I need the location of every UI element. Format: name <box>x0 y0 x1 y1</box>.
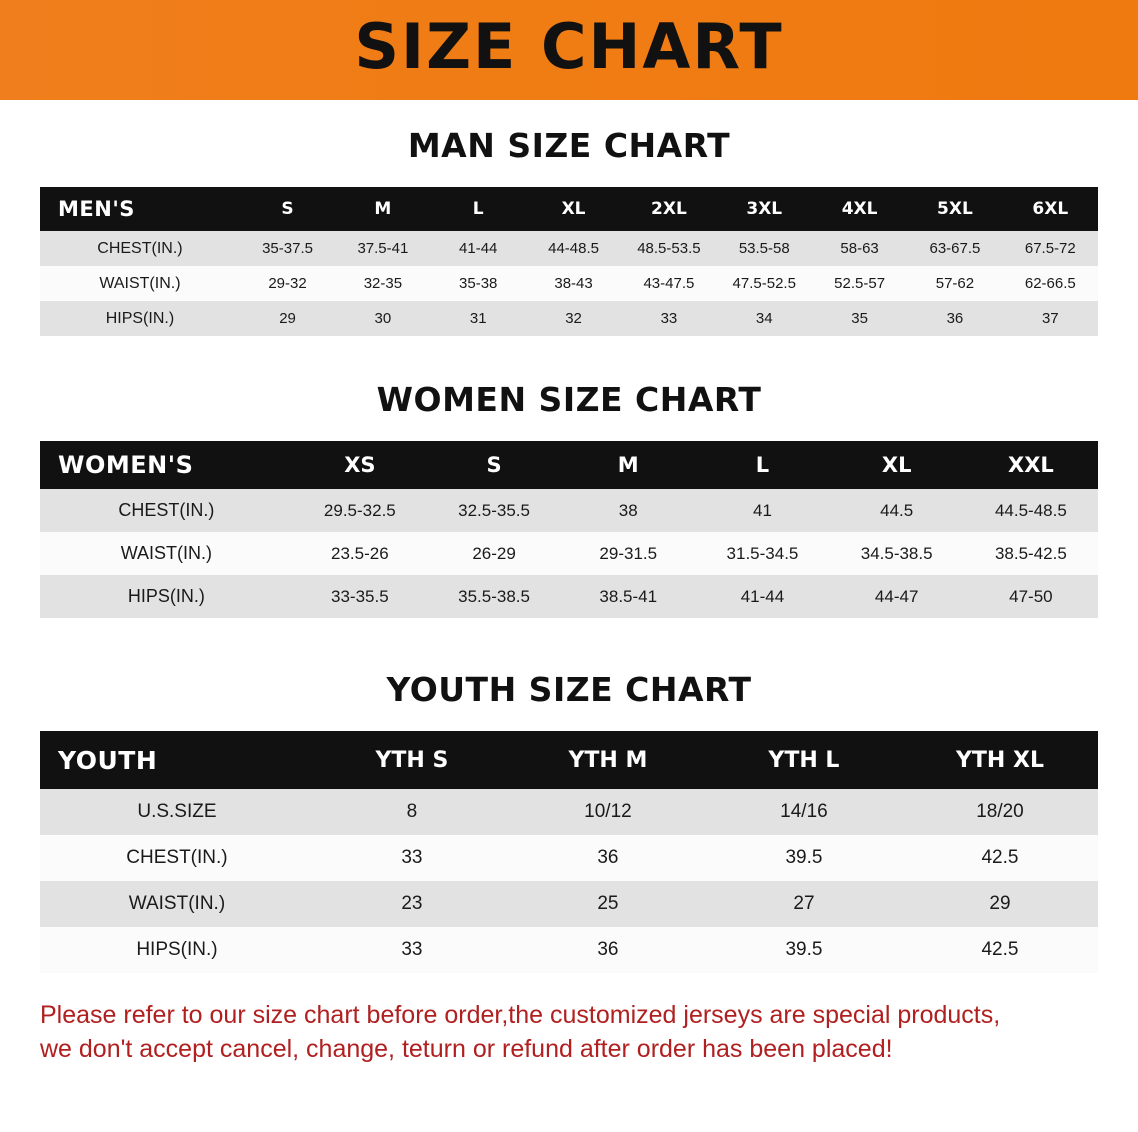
women-table-wrap <box>40 441 1098 618</box>
man-cell: 36 <box>907 301 1002 336</box>
man-table-head <box>40 187 1098 231</box>
youth-cell: 36 <box>510 927 706 973</box>
man-col-header: 5XL <box>907 187 1002 231</box>
table-row <box>40 789 1098 835</box>
youth-cell: 42.5 <box>902 927 1098 973</box>
man-cell: 52.5-57 <box>812 266 907 301</box>
youth-table-body <box>40 789 1098 973</box>
man-cell: 48.5-53.5 <box>621 231 716 266</box>
women-cell: 29.5-32.5 <box>293 489 427 532</box>
women-table-head <box>40 441 1098 489</box>
women-row-label: CHEST(IN.) <box>40 489 293 532</box>
youth-cell: 18/20 <box>902 789 1098 835</box>
man-cell: 32 <box>526 301 621 336</box>
youth-section-heading: YOUTH SIZE CHART <box>386 670 752 709</box>
man-cell: 43-47.5 <box>621 266 716 301</box>
man-cell: 44-48.5 <box>526 231 621 266</box>
man-cell: 37.5-41 <box>335 231 430 266</box>
man-cell: 32-35 <box>335 266 430 301</box>
man-cell: 57-62 <box>907 266 1002 301</box>
youth-cell: 39.5 <box>706 927 902 973</box>
youth-cell: 23 <box>314 881 510 927</box>
youth-col-header: YTH S <box>314 731 510 789</box>
man-col-header: S <box>240 187 335 231</box>
man-col-header: M <box>335 187 430 231</box>
women-row-label: HIPS(IN.) <box>40 575 293 618</box>
man-cell: 29-32 <box>240 266 335 301</box>
youth-row-label: WAIST(IN.) <box>40 881 314 927</box>
women-cell: 33-35.5 <box>293 575 427 618</box>
women-cell: 35.5-38.5 <box>427 575 561 618</box>
youth-cell: 8 <box>314 789 510 835</box>
man-cell: 58-63 <box>812 231 907 266</box>
women-cell: 38.5-42.5 <box>964 532 1098 575</box>
man-cell: 35 <box>812 301 907 336</box>
table-row <box>40 301 1098 336</box>
youth-table-head <box>40 731 1098 789</box>
women-cell: 38.5-41 <box>561 575 695 618</box>
footer-disclaimer <box>40 999 1098 1067</box>
youth-row-label: HIPS(IN.) <box>40 927 314 973</box>
women-cell: 41 <box>695 489 829 532</box>
women-header-row <box>40 441 1098 489</box>
footer-line-2: we don't accept cancel, change, teturn or refund after order has been placed! <box>40 1034 893 1063</box>
man-cell: 37 <box>1003 301 1098 336</box>
table-row <box>40 835 1098 881</box>
man-row-label: CHEST(IN.) <box>40 231 240 266</box>
table-row <box>40 575 1098 618</box>
man-col-header: 2XL <box>621 187 716 231</box>
youth-cell: 14/16 <box>706 789 902 835</box>
youth-cell: 36 <box>510 835 706 881</box>
man-col-header: 3XL <box>717 187 812 231</box>
women-size-table <box>40 441 1098 618</box>
women-cell: 47-50 <box>964 575 1098 618</box>
women-col-header: XL <box>830 441 964 489</box>
table-row <box>40 532 1098 575</box>
table-row <box>40 881 1098 927</box>
youth-corner-label: YOUTH <box>40 731 314 789</box>
page-title: SIZE CHART <box>354 10 784 83</box>
women-corner-label: WOMEN'S <box>40 441 293 489</box>
youth-cell: 29 <box>902 881 1098 927</box>
women-cell: 44.5 <box>830 489 964 532</box>
man-corner-label: MEN'S <box>40 187 240 231</box>
man-table-body <box>40 231 1098 336</box>
man-cell: 67.5-72 <box>1003 231 1098 266</box>
youth-cell: 39.5 <box>706 835 902 881</box>
man-cell: 30 <box>335 301 430 336</box>
man-cell: 35-38 <box>431 266 526 301</box>
footer-line-1: Please refer to our size chart before order,the customized jerseys are special products, <box>40 1001 1001 1029</box>
man-header-row <box>40 187 1098 231</box>
man-col-header: L <box>431 187 526 231</box>
youth-row-label: CHEST(IN.) <box>40 835 314 881</box>
youth-cell: 25 <box>510 881 706 927</box>
women-col-header: M <box>561 441 695 489</box>
women-section-heading: WOMEN SIZE CHART <box>376 380 762 419</box>
women-cell: 41-44 <box>695 575 829 618</box>
women-cell: 44-47 <box>830 575 964 618</box>
youth-table-wrap <box>40 731 1098 973</box>
women-cell: 38 <box>561 489 695 532</box>
man-cell: 38-43 <box>526 266 621 301</box>
women-cell: 32.5-35.5 <box>427 489 561 532</box>
women-col-header: S <box>427 441 561 489</box>
youth-cell: 42.5 <box>902 835 1098 881</box>
youth-cell: 33 <box>314 927 510 973</box>
women-col-header: L <box>695 441 829 489</box>
man-col-header: 6XL <box>1003 187 1098 231</box>
youth-cell: 10/12 <box>510 789 706 835</box>
man-row-label: HIPS(IN.) <box>40 301 240 336</box>
youth-size-table <box>40 731 1098 973</box>
man-cell: 31 <box>431 301 526 336</box>
man-cell: 33 <box>621 301 716 336</box>
youth-cell: 33 <box>314 835 510 881</box>
youth-col-header: YTH L <box>706 731 902 789</box>
table-row <box>40 231 1098 266</box>
man-cell: 53.5-58 <box>717 231 812 266</box>
man-cell: 41-44 <box>431 231 526 266</box>
youth-header-row <box>40 731 1098 789</box>
man-cell: 47.5-52.5 <box>717 266 812 301</box>
table-row <box>40 927 1098 973</box>
women-table-body <box>40 489 1098 618</box>
youth-row-label: U.S.SIZE <box>40 789 314 835</box>
women-cell: 44.5-48.5 <box>964 489 1098 532</box>
table-row <box>40 489 1098 532</box>
women-cell: 23.5-26 <box>293 532 427 575</box>
table-row <box>40 266 1098 301</box>
page-banner <box>0 0 1138 100</box>
women-col-header: XXL <box>964 441 1098 489</box>
women-cell: 34.5-38.5 <box>830 532 964 575</box>
women-col-header: XS <box>293 441 427 489</box>
women-row-label: WAIST(IN.) <box>40 532 293 575</box>
man-cell: 29 <box>240 301 335 336</box>
youth-col-header: YTH XL <box>902 731 1098 789</box>
man-col-header: 4XL <box>812 187 907 231</box>
man-section-heading: MAN SIZE CHART <box>407 126 731 165</box>
women-cell: 26-29 <box>427 532 561 575</box>
man-cell: 63-67.5 <box>907 231 1002 266</box>
man-cell: 35-37.5 <box>240 231 335 266</box>
youth-cell: 27 <box>706 881 902 927</box>
man-cell: 62-66.5 <box>1003 266 1098 301</box>
man-row-label: WAIST(IN.) <box>40 266 240 301</box>
man-size-table <box>40 187 1098 336</box>
women-cell: 29-31.5 <box>561 532 695 575</box>
man-table-wrap <box>40 187 1098 336</box>
women-cell: 31.5-34.5 <box>695 532 829 575</box>
man-col-header: XL <box>526 187 621 231</box>
man-cell: 34 <box>717 301 812 336</box>
youth-col-header: YTH M <box>510 731 706 789</box>
